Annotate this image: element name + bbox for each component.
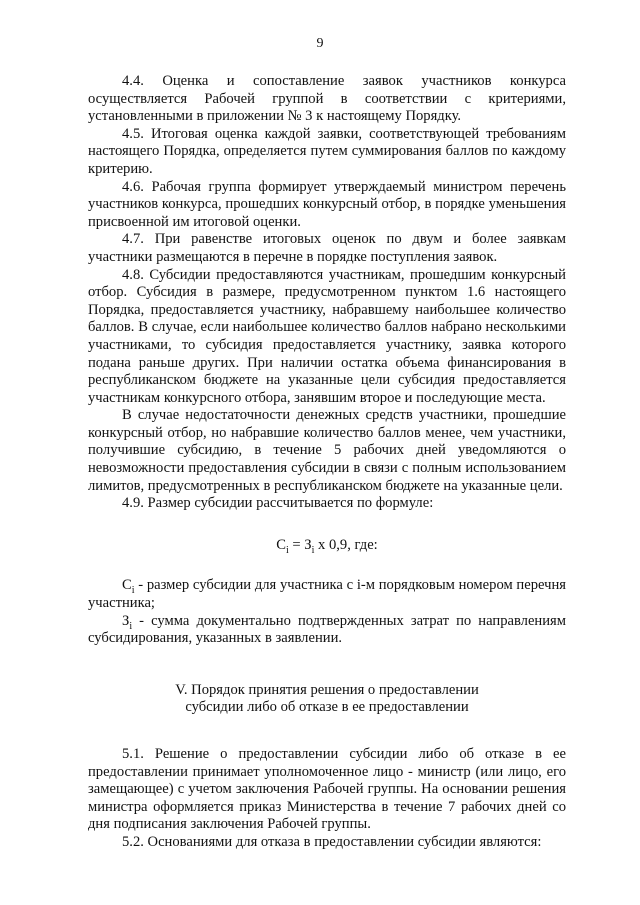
paragraph-5-2: 5.2. Основаниями для отказа в предоставлении субсидии являются: xyxy=(122,833,542,850)
definition-c-symbol: С xyxy=(122,577,132,594)
definition-z-symbol: З xyxy=(122,612,130,629)
paragraph-4-4: 4.4. Оценка и сопоставление заявок участников конкурса осуществляется Рабочей группой в соответствии с критериями, установленными в приложении № 3 к настоящему Порядку. xyxy=(88,73,566,125)
paragraph-4-5: 4.5. Итоговая оценка каждой заявки, соответствующей требованиям настоящего Порядка, определяется путем суммирования баллов по каждому критерию. xyxy=(88,125,566,177)
formula-z-subscript: i xyxy=(311,544,315,556)
section-5-title-line-1: V. Порядок принятия решения о предоставлении xyxy=(175,681,479,698)
formula-rest: х 0,9, где: xyxy=(314,536,378,553)
definition-c-subscript: i xyxy=(131,585,135,597)
section-5-title-line-2: субсидии либо об отказе в ее предоставлении xyxy=(185,699,469,716)
definition-c-text: - размер субсидии для участника с i-м порядковым номером перечня участника; xyxy=(88,577,566,612)
paragraph-4-8: 4.8. Субсидии предоставляются участникам, прошедшим конкурсный отбор. Субсидия в размере, предусмотренном пунктом 1.6 настоящего Порядка, предоставляется участнику, набравшему наибольшее количество баллов. В случае, если наибольшее количество баллов набрано несколькими участниками, то субсидия предоставляется участнику, заявка которого подана раньше других. При наличии остатка объема финансирования в республиканском бюджете на указанные цели субсидия предоставляется участникам конкурсного отбора, занявшим второе и последующие места. xyxy=(88,266,566,406)
formula-z-symbol: З xyxy=(304,536,312,553)
page-number: 9 xyxy=(316,36,324,51)
document-body xyxy=(88,73,566,852)
paragraph-4-8-continued: В случае недостаточности денежных средств участники, прошедшие конкурсный отбор, но набравшие количество баллов менее, чем участники, получившие субсидию, в течение 5 рабочих дней уведомляются о невозможности предоставления субсидии в связи с полным использованием лимитов, предусмотренных в республиканском бюджете на указанные цели. xyxy=(88,407,566,494)
paragraph-4-9: 4.9. Размер субсидии рассчитывается по формуле: xyxy=(122,495,434,512)
definition-z xyxy=(88,613,566,648)
formula-c-symbol: С xyxy=(276,536,286,553)
paragraph-4-7: 4.7. При равенстве итоговых оценок по двум и более заявкам участники размещаются в перечне в порядке поступления заявок. xyxy=(88,231,566,265)
formula-c-subscript: i xyxy=(285,544,289,556)
subsidy-formula xyxy=(88,537,566,555)
formula-equals: = xyxy=(288,536,305,553)
paragraph-4-6: 4.6. Рабочая группа формирует утверждаемый министром перечень участников конкурса, прошедших конкурсный отбор, в порядке уменьшения присвоенной им итоговой оценки. xyxy=(88,178,566,230)
definition-z-text: - сумма документально подтвержденных затрат по направлениям субсидирования, указанных в заявлении. xyxy=(88,612,566,647)
definition-c xyxy=(88,577,566,612)
paragraph-5-1: 5.1. Решение о предоставлении субсидии либо об отказе в ее предоставлении принимает уполномоченное лицо - министр (или лицо, его замещающее) с учетом заключения Рабочей группы. На основании решения министра оформляется приказ Министерства в течение 7 рабочих дней со дня подписания заключения Рабочей группы. xyxy=(88,746,566,833)
definition-z-subscript: i xyxy=(129,620,133,632)
